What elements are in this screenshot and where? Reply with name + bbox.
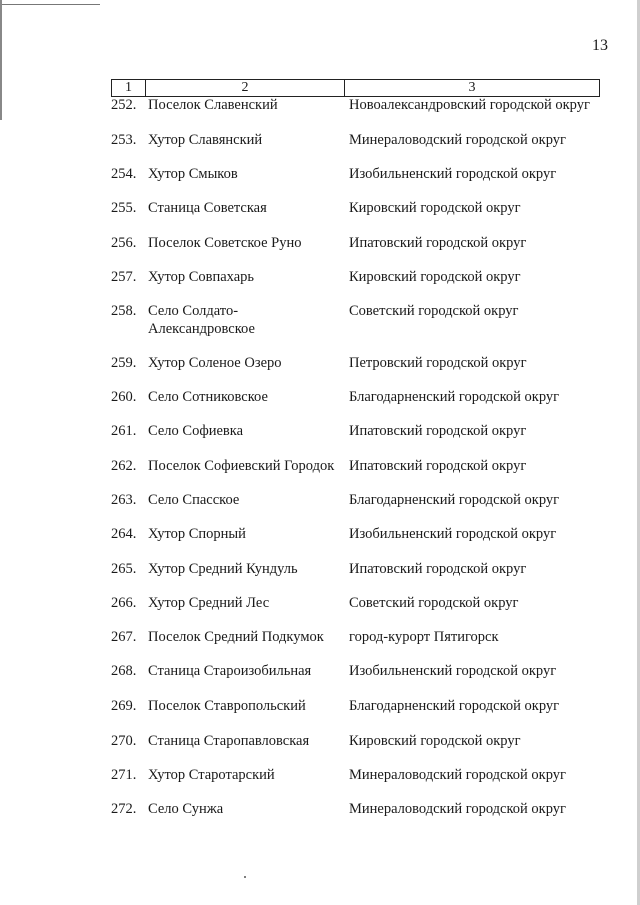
settlement-name: Поселок Ставропольский [148, 698, 306, 714]
district-name: Благодарненский городской округ [349, 698, 560, 714]
settlement-name: Станица Старопавловская [148, 733, 310, 749]
district-name: Ипатовский городской округ [349, 561, 527, 577]
row-number: 257. [111, 269, 137, 285]
row-number: 262. [111, 458, 137, 474]
row-number: 258. [111, 303, 137, 319]
district-name: Кировский городской округ [349, 269, 521, 285]
row-number: 265. [111, 561, 137, 577]
district-name: Минераловодский городской округ [349, 801, 566, 817]
page-number: 13 [592, 37, 608, 54]
header-cell-name: 2 [145, 80, 344, 96]
settlement-name: Поселок Советское Руно [148, 235, 302, 251]
row-number: 256. [111, 235, 137, 251]
district-name: Минераловодский городской округ [349, 132, 566, 148]
settlement-name-line: Александровское [148, 321, 255, 337]
settlement-name [148, 302, 348, 338]
settlement-name-line: Село Солдато- [148, 303, 239, 319]
settlement-name: Станица Староизобильная [148, 663, 312, 679]
row-number: 269. [111, 698, 137, 714]
settlement-name: Хутор Славянский [148, 132, 263, 148]
table-header [111, 79, 600, 97]
district-name: город-курорт Пятигорск [349, 629, 499, 645]
scan-corner-line [0, 4, 100, 5]
row-number: 268. [111, 663, 137, 679]
district-name: Кировский городской округ [349, 200, 521, 216]
row-number: 263. [111, 492, 137, 508]
district-name: Изобильненский городской округ [349, 166, 557, 182]
settlement-name: Поселок Софиевский Городок [148, 458, 335, 474]
settlement-name: Поселок Славенский [148, 97, 278, 113]
row-number: 252. [111, 97, 137, 113]
row-number: 264. [111, 526, 137, 542]
settlement-name: Хутор Средний Лес [148, 595, 270, 611]
district-name: Ипатовский городской округ [349, 458, 527, 474]
settlement-name: Село Сунжа [148, 801, 224, 817]
scan-speck [244, 876, 246, 878]
row-number: 267. [111, 629, 137, 645]
district-name: Ипатовский городской округ [349, 423, 527, 439]
district-name: Благодарненский городской округ [349, 389, 560, 405]
settlement-name: Хутор Спорный [148, 526, 246, 542]
header-cell-number: 1 [125, 80, 132, 95]
district-name: Новоалександровский городской округ [349, 97, 590, 113]
settlement-name: Хутор Старотарский [148, 767, 275, 783]
header-cell-district: 3 [344, 80, 599, 96]
settlement-name: Село Софиевка [148, 423, 244, 439]
district-name: Советский городской округ [349, 303, 519, 319]
row-number: 260. [111, 389, 137, 405]
district-name: Ипатовский городской округ [349, 235, 527, 251]
settlement-name: Село Сотниковское [148, 389, 268, 405]
district-name: Кировский городской округ [349, 733, 521, 749]
settlement-name: Хутор Соленое Озеро [148, 355, 282, 371]
scan-corner-line [0, 0, 2, 120]
district-name: Советский городской округ [349, 595, 519, 611]
row-number: 255. [111, 200, 137, 216]
settlement-name: Хутор Средний Кундуль [148, 561, 298, 577]
row-number: 253. [111, 132, 137, 148]
district-name: Благодарненский городской округ [349, 492, 560, 508]
settlement-name: Село Спасское [148, 492, 240, 508]
settlement-name: Хутор Смыков [148, 166, 238, 182]
row-number: 270. [111, 733, 137, 749]
settlement-name: Поселок Средний Подкумок [148, 629, 324, 645]
district-name: Изобильненский городской округ [349, 663, 557, 679]
district-name: Минераловодский городской округ [349, 767, 566, 783]
row-number: 261. [111, 423, 137, 439]
row-number: 272. [111, 801, 137, 817]
row-number: 271. [111, 767, 137, 783]
row-number: 259. [111, 355, 137, 371]
row-number: 266. [111, 595, 137, 611]
settlement-name: Хутор Совпахарь [148, 269, 255, 285]
district-name: Петровский городской округ [349, 355, 527, 371]
row-number: 254. [111, 166, 137, 182]
district-name: Изобильненский городской округ [349, 526, 557, 542]
settlement-name: Станица Советская [148, 200, 267, 216]
